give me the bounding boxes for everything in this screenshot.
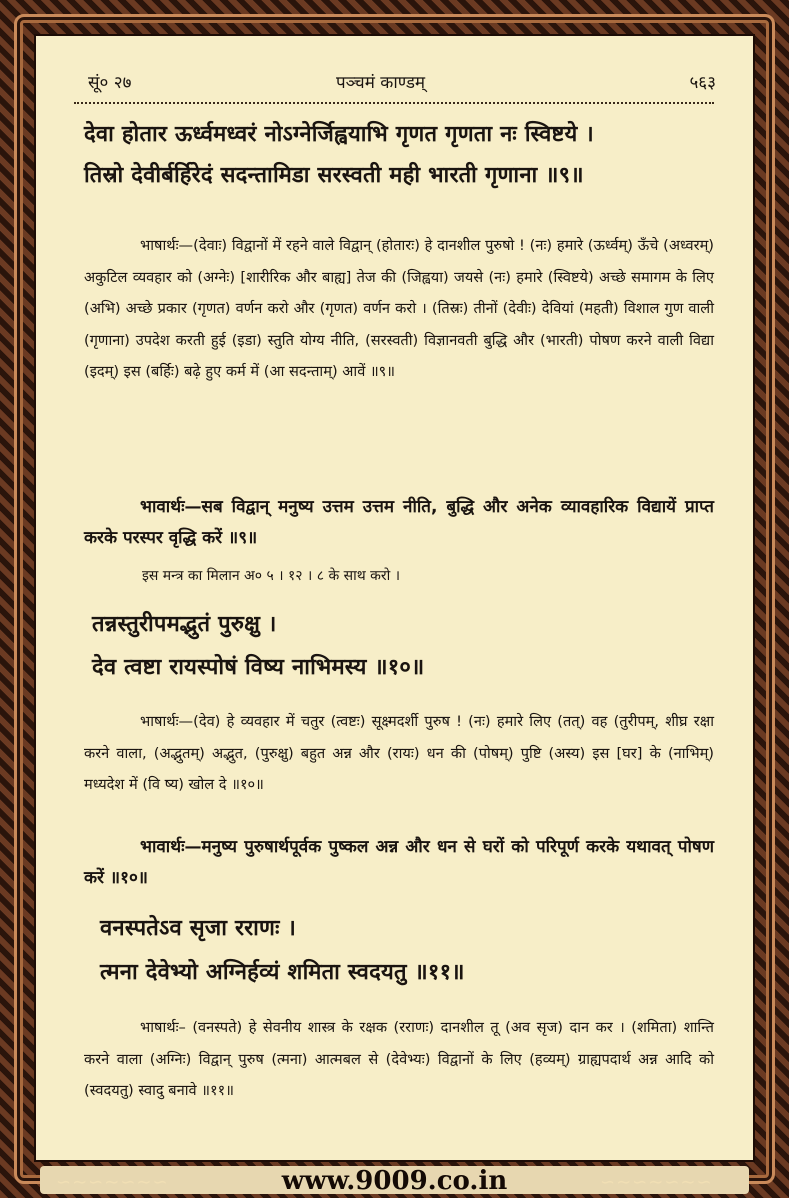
bhavartha-10 [84, 832, 714, 894]
bhashartha-11-text: भाषार्थः– (वनस्पते) हे सेवनीय शास्त्र के रक्षक (रराणः) दानशील तू (अव सृज) दान कर । (शमिता) शान्ति करने वाला (अग्निः) विद्वान् पुरुष (त्मना) आत्मबल से (देवेभ्यः) विद्वानों के लिए (हव्यम्) ग्राह्यपदार्थ अन्न आदि को (स्वदयतु) स्वादु बनावे ॥११॥ [84, 1019, 714, 1099]
bhashartha-10-text: भाषार्थः—(देव) हे व्यवहार में चतुर (त्वष्टः) सूक्ष्मदर्शी पुरुष ! (नः) हमारे लिए (तत्) वह (तुरीपम्, शीघ्र रक्षा करने वाला, (अद्भुतम्) अद्भुत, (पुरुक्षु) बहुत अन्न और (रायः) धन की (पोषम्) पुष्टि (अस्य) इस [घर] के (नाभिम्) मध्यदेश में (वि ष्य) खोल दे ॥१०॥ [84, 713, 714, 793]
mantra-10-line-1: तन्नस्तुरीपमद्भुतं पुरुक्षु । [92, 612, 277, 637]
bhashartha-9-text: भाषार्थः—(देवाः) विद्वानों में रहने वाले विद्वान् (होतारः) हे दानशील पुरुषो ! (नः) हमारे (ऊर्ध्वम्) ऊँचे (अध्वरम्) अकुटिल व्यवहार को (अग्नेः) [शारीरिक और बाह्य] तेज की (जिह्वया) जयसे (नः) हमारे (स्विष्टये) अच्छे समागम के लिए (अभि) अच्छे प्रकार (गृणत) वर्णन करो और (गृणत) वर्णन करो । (तिस्रः) तीनों (देवीः) देवियां (महती) विशाल गुण वाली (गृणाना) उपदेश करती हुई (इडा) स्तुति योग्य नीति, (सरस्वती) विज्ञानवती बुद्धि और (भारती) पोषण करने वाली विद्या (इदम्) इस (बर्हिः) बढ़े हुए कर्म में (आ सदन्ताम्) आवें ॥९॥ [84, 237, 714, 380]
page [36, 36, 753, 1160]
bhavartha-10-text: भावार्थः—मनुष्य पुरुषार्थपूर्वक पुष्कल अन्न और धन से घरों को परिपूर्ण करके यथावत् पोषण करें ॥१०॥ [84, 837, 714, 888]
sukta-number: सूं० २७ [88, 73, 132, 93]
footer-url[interactable]: www.9009.co.in [281, 1166, 508, 1196]
footer-ornament-right: ∽∼∽∼∽∼∽ [600, 1172, 713, 1193]
page-header [76, 70, 716, 96]
mantra-10-line-2: देव त्वष्टा रायस्पोषं विष्य नाभिमस्य ॥१०॥ [92, 655, 425, 680]
section-title: पञ्चमं काण्डम् [336, 73, 426, 93]
note-9: इस मन्त्र का मिलान अ० ५ । १२ । ८ के साथ करो । [142, 568, 401, 584]
mantra-11-line-2: त्मना देवेभ्यो अग्निर्हव्यं शमिता स्वदयतु ॥११॥ [100, 960, 465, 985]
footer-ornament-left: ∽∼∽∼∽∼∽ [56, 1172, 169, 1193]
bhashartha-10 [84, 706, 714, 801]
bhavartha-9 [84, 492, 714, 554]
mantra-9-line-1: देवा होतार ऊर्ध्वमध्वरं नोऽग्नेर्जिह्वयाभि गृणत गृणता नः स्विष्टये । [84, 122, 594, 147]
page-number: ५६३ [689, 73, 716, 93]
bhashartha-9 [84, 230, 714, 388]
header-rule [74, 102, 714, 104]
mantra-11-line-1: वनस्पतेऽव सृजा रराणः । [100, 916, 296, 941]
mantra-9-line-2: तिस्रो देवीर्बर्हिरेदं सदन्तामिडा सरस्वती मही भारती गृणाना ॥९॥ [84, 163, 584, 188]
bhashartha-11 [84, 1012, 714, 1107]
bhavartha-9-text: भावार्थः—सब विद्वान् मनुष्य उत्तम उत्तम नीति, बुद्धि और अनेक व्यावहारिक विद्यायें प्राप्त करके परस्पर वृद्धि करें ॥९॥ [84, 497, 714, 548]
